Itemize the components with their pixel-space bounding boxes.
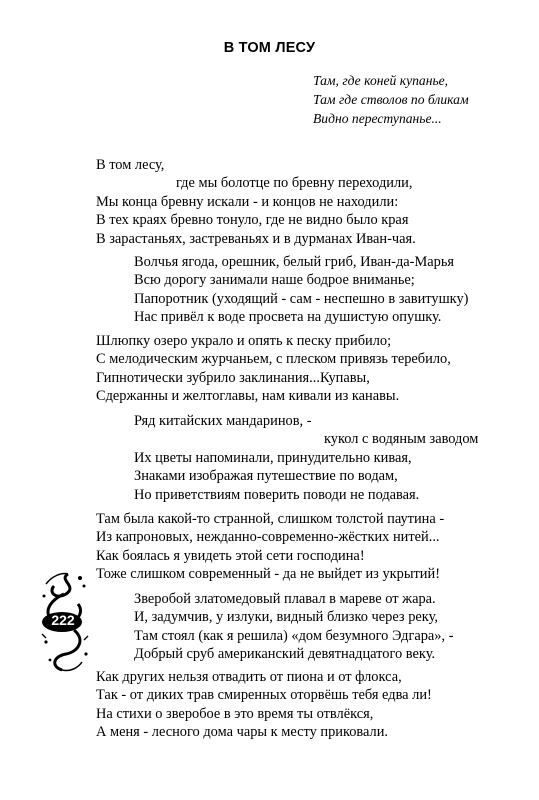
epigraph-line: Видно переступанье... <box>313 111 442 126</box>
epigraph <box>313 71 469 128</box>
verse-line: Ряд китайских мандаринов, - <box>134 413 312 429</box>
page-number: 222 <box>51 612 75 628</box>
verse-line: В зарастаньях, застреваньях и в дурманах Иван-чая. <box>96 230 416 247</box>
stanza-3 <box>96 332 451 406</box>
verse-line: Шлюпку озеро украло и опять к песку прибило; <box>96 333 392 349</box>
verse-line: Их цветы напоминали, принудительно кивая, <box>134 449 412 466</box>
stanza-2 <box>134 253 468 327</box>
verse-line: Сдержанны и желтоглавы, нам кивали из канавы. <box>96 388 400 405</box>
verse-line: Но приветствиям поверить поводи не подавая. <box>134 486 420 503</box>
verse-line: Как боялась я увидеть этой сети господина! <box>96 547 365 564</box>
verse-line: Добрый сруб американский девятнадцатого веку. <box>134 646 436 663</box>
stanza-5 <box>96 510 444 584</box>
epigraph-line: Там где стволов по бликам <box>313 92 469 107</box>
verse-line: В тех краях бревно тонуло, где не видно было края <box>96 212 409 229</box>
poem-title: В ТОМ ЛЕСУ <box>223 40 316 56</box>
verse-line: Так - от диких трав смиренных оторвёшь тебя едва ли! <box>96 687 432 704</box>
verse-line: Гипнотически зубрило заклинания...Купавы, <box>96 369 370 386</box>
verse-line: кукол с водяным заводом <box>324 431 479 448</box>
verse-line: В том лесу, <box>96 157 165 173</box>
verse-line: На стихи о зверобое в это время ты отвлёкся, <box>96 705 374 722</box>
verse-line: Мы конца бревну искали - и концов не находили: <box>96 193 399 210</box>
verse-line: Как других нельзя отвадить от пиона и от флокса, <box>96 669 402 685</box>
verse-line: Знаками изображая путешествие по водам, <box>134 468 398 485</box>
verse-line: Там была какой-то странной, слишком толстой паутина - <box>96 511 445 527</box>
stanza-7 <box>96 668 432 742</box>
verse-line: Папоротник (уходящий - сам - неспешно в завитушку) <box>134 290 469 307</box>
verse-line: Нас привёл к воде просвета на душистую опушку. <box>134 309 442 326</box>
stanza-4 <box>134 412 478 504</box>
verse-line: Из капроновых, нежданно-современно-жёстких нитей... <box>96 529 440 546</box>
verse-line: Там стоял (как я решила) «дом безумного Эдгара», - <box>134 627 454 644</box>
stanza-6 <box>134 590 454 664</box>
stanza-1 <box>96 156 416 248</box>
verse-line: И, задумчив, у излуки, видный близко через реку, <box>134 609 438 626</box>
verse-line: С мелодическим журчаньем, с плеском привязь теребило, <box>96 351 451 368</box>
verse-line: Волчья ягода, орешник, белый гриб, Иван-да-Марья <box>134 254 455 270</box>
epigraph-line: Там, где коней купанье, <box>313 73 449 88</box>
verse-line: Зверобой златомедовый плавал в мареве от жара. <box>134 591 436 607</box>
verse-line: Всю дорогу занимали наше бодрое вниманье; <box>134 272 415 289</box>
verse-line: А меня - лесного дома чары к месту приковали. <box>96 724 389 741</box>
verse-line: Тоже слишком современный - да не выйдет из укрытий! <box>96 566 441 583</box>
verse-line: где мы болотце по бревну переходили, <box>176 175 413 192</box>
